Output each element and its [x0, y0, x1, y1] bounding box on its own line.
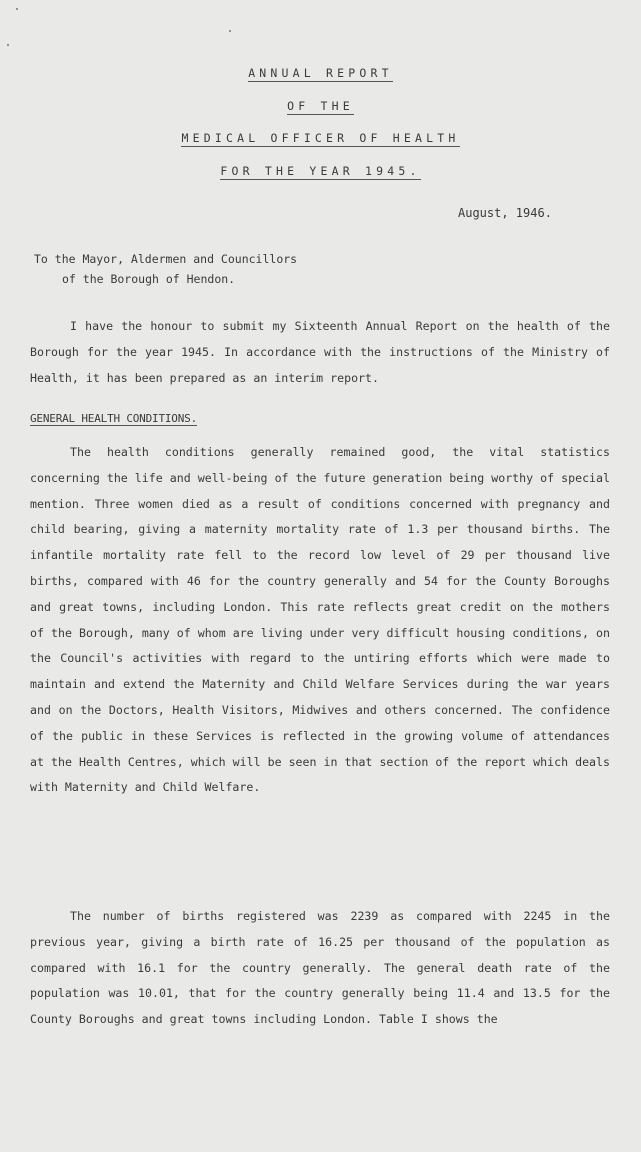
report-date: August, 1946. [458, 206, 552, 220]
intro-paragraph: I have the honour to submit my Sixteenth Annual Report on the health of the Borough for the year 1945. In accordance with the instructions of the Ministry of Health, it has been prepared as an interim report. [30, 319, 610, 385]
health-conditions-paragraph: The health conditions generally remained good, the vital statistics concerning the life and well-being of the future generation being worthy of special mention. Three women died as a result of conditions concerned with pregnancy and child bearing, giving a maternity mortality rate of 1.3 per thousand births. The infantile mortality rate fell to the record low level of 29 per thousand live births, compared with 46 for the country generally and 54 for the County Boroughs and great towns, including London. This rate reflects great credit on the mothers of the Borough, many of whom are living under very difficult housing conditions, on the Council's activities with regard to the untiring efforts which were made to maintain and extend the Maternity and Child Welfare Services during the war years and on the Doctors, Health Visitors, Midwives and others concerned. The confidence of the public in these Services is reflected in the growing volume of attendances at the Health Centres, which will be seen in that section of the report which deals with Maternity and Child Welfare. [30, 445, 610, 795]
paper-speck [16, 8, 18, 10]
address-line-2: of the Borough of Hendon. [62, 272, 236, 286]
address-line-1: To the Mayor, Aldermen and Councillors [34, 252, 298, 266]
paper-speck [7, 44, 9, 46]
births-paragraph: The number of births registered was 2239 as compared with 2245 in the previous year, giving a birth rate of 16.25 per thousand of the population as compared with 16.1 for the country generally. The general death rate of the population was 10.01, that for the country generally being 11.4 and 13.5 for the County Boroughs and great towns including London. Table I shows the [30, 909, 610, 1027]
report-title-line-4: FOR THE YEAR 1945. [220, 164, 421, 178]
report-title-line-3: MEDICAL OFFICER OF HEALTH [181, 131, 460, 145]
report-title-line-1: ANNUAL REPORT [248, 66, 393, 80]
section-heading: GENERAL HEALTH CONDITIONS. [30, 412, 197, 425]
report-title-line-2: OF THE [287, 99, 354, 113]
paper-speck [229, 30, 231, 32]
